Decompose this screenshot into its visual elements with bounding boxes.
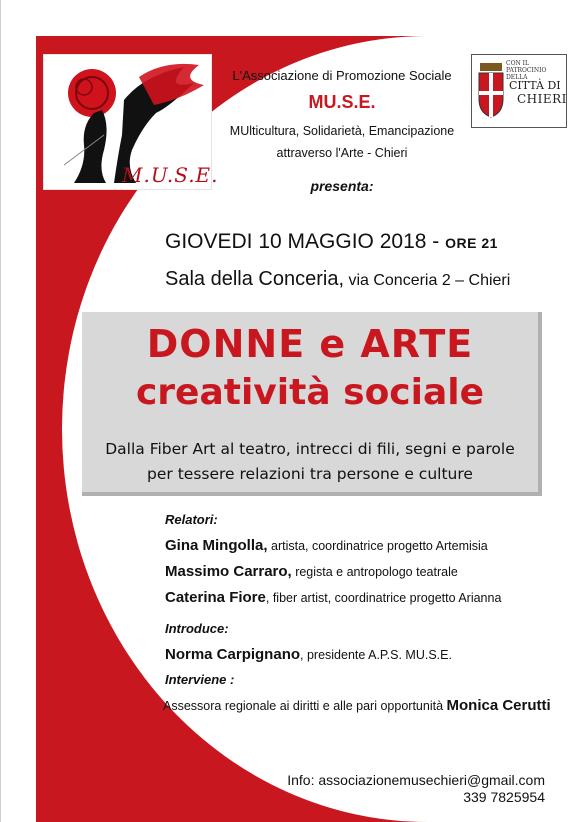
muse-logo xyxy=(43,54,219,190)
title-line-2: creatività sociale xyxy=(135,372,485,413)
speaker-item xyxy=(165,563,565,580)
interviene-label: Interviene : xyxy=(165,672,235,687)
introducer-item xyxy=(165,646,565,663)
speaker-name: Caterina Fiore xyxy=(165,589,266,606)
speaker-role: regista e antropologo teatrale xyxy=(291,565,458,579)
subtitle-line-1: Dalla Fiber Art al teatro, intrecci di fili, segni e parole xyxy=(105,440,515,458)
speaker-item xyxy=(165,589,565,606)
logo-text: M.U.S.E. xyxy=(122,163,219,187)
citta-text: CITTÀ DI xyxy=(509,79,561,92)
contact-email: Info: associazionemusechieri@gmail.com xyxy=(287,772,545,788)
event-date xyxy=(165,230,498,254)
assoc-intro: L'Associazione di Promozione Sociale xyxy=(232,68,452,83)
patrocinio-badge xyxy=(471,54,567,128)
subtitle-line-2: per tessere relazioni tra persone e culture xyxy=(147,465,473,483)
presenta-label: presenta: xyxy=(310,178,374,194)
title-line-1: DONNE e ARTE xyxy=(146,322,474,366)
introducer-name: Norma Carpignano xyxy=(165,646,301,663)
patrocinio-text: CON IL PATROCINIO DELLA xyxy=(506,60,547,81)
venue-address: via Conceria 2 – Chieri xyxy=(344,272,511,289)
speaker-name: Gina Mingolla, xyxy=(165,537,268,554)
speaker-role: artista, coordinatrice progetto Artemisia xyxy=(267,539,488,553)
interviene-item xyxy=(163,697,565,714)
event-time: ORE 21 xyxy=(445,235,498,251)
introducer-role: , presidente A.P.S. MU.S.E. xyxy=(300,648,452,662)
introduce-label: Introduce: xyxy=(165,621,229,636)
page-edge xyxy=(0,0,1,822)
event-date-text: GIOVEDI 10 MAGGIO 2018 - xyxy=(165,230,446,253)
relatori-label: Relatori: xyxy=(165,512,218,527)
speaker-role: , fiber artist, coordinatrice progetto Arianna xyxy=(265,591,502,605)
speaker-item xyxy=(165,537,565,554)
assoc-place: attraverso l'Arte - Chieri xyxy=(276,146,408,160)
interviene-name: Monica Cerutti xyxy=(446,697,551,714)
event-venue xyxy=(165,268,510,291)
chieri-text: CHIERI xyxy=(517,92,567,106)
speaker-name: Massimo Carraro, xyxy=(165,563,292,580)
venue-name: Sala della Conceria, xyxy=(165,268,344,290)
title-panel xyxy=(82,312,542,496)
speakers-section xyxy=(165,512,565,723)
city-crest-icon xyxy=(477,61,505,119)
contact-phone: 339 7825954 xyxy=(463,789,545,805)
contact-info xyxy=(275,772,545,806)
assoc-desc: MUlticultura, Solidarietà, Emancipazione xyxy=(229,124,455,138)
interviene-role: Assessora regionale ai diritti e alle pari opportunità xyxy=(163,699,447,713)
assoc-name: MU.S.E. xyxy=(308,92,376,112)
